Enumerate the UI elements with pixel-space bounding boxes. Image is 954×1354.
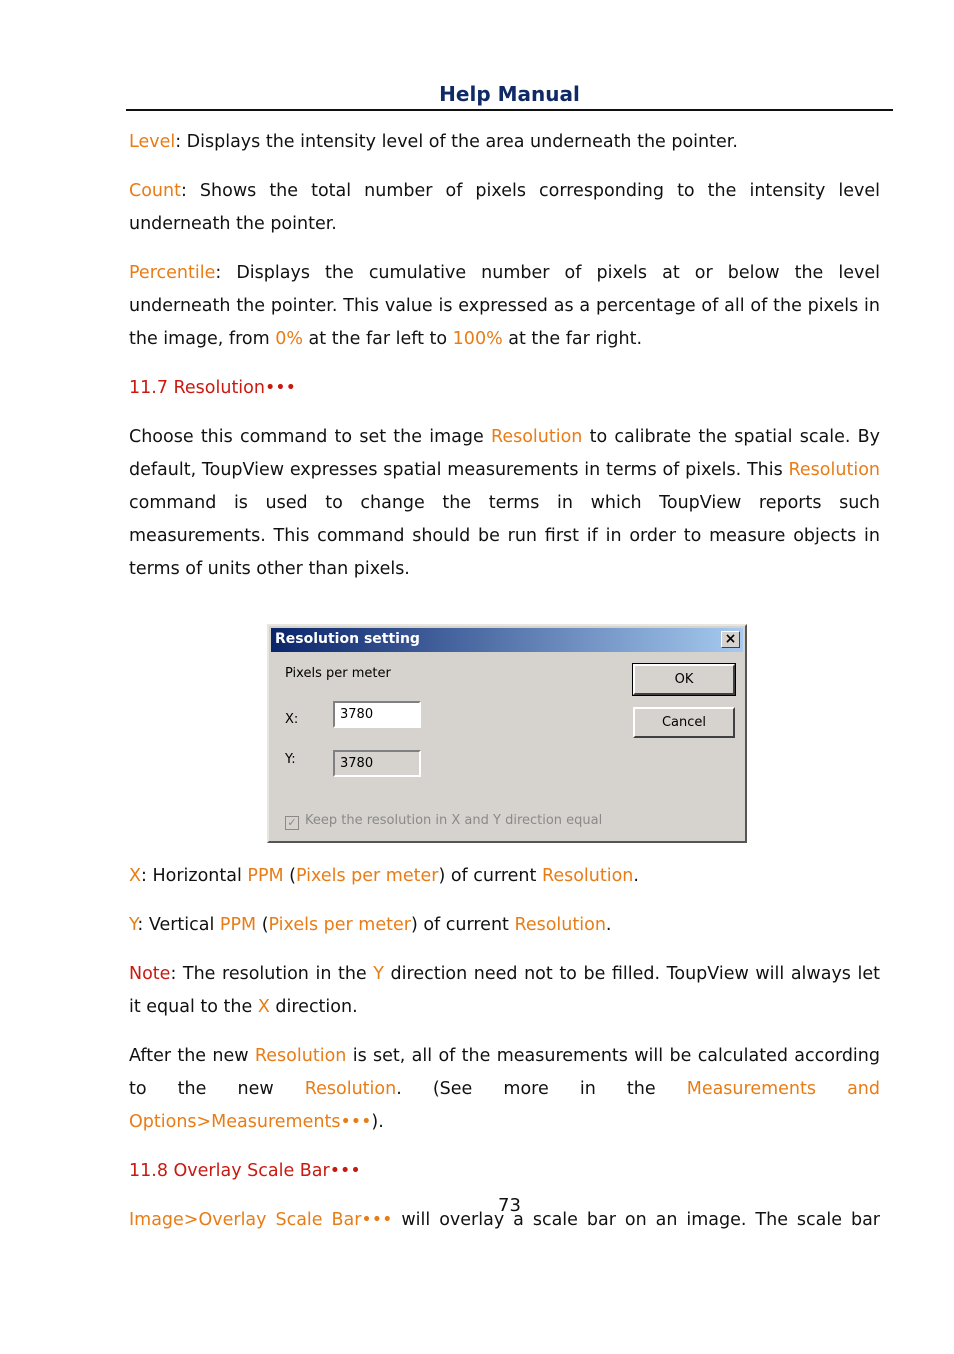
section-heading-11-7: 11.7 Resolution••• <box>129 378 296 398</box>
text: to calibrate the spatial scale. By default, ToupView expresses spatial measurements in terms of pixels. This <box>129 427 880 480</box>
cancel-button[interactable]: Cancel <box>633 707 735 738</box>
paragraph-x <box>129 860 880 893</box>
x-input[interactable]: 3780 <box>333 701 421 728</box>
term-resolution: Resolution <box>304 1079 397 1099</box>
text: direction. <box>269 997 358 1017</box>
term-ppm: PPM <box>219 915 257 935</box>
text: : Horizontal <box>141 866 248 886</box>
x-label: X: <box>285 712 299 727</box>
checkbox-label: Keep the resolution in X and Y direction equal <box>305 813 603 828</box>
term-y: Y <box>129 915 138 935</box>
ok-button[interactable]: OK <box>633 664 735 695</box>
text: : Vertical <box>137 915 220 935</box>
term-note: Note <box>129 964 171 984</box>
y-input[interactable]: 3780 <box>333 750 421 777</box>
paragraph-percentile <box>129 257 880 356</box>
paragraph-y <box>129 909 880 942</box>
term-resolution: Resolution <box>788 460 880 480</box>
text: command is used to change the terms in which ToupView reports such measurements. This command should be run first if in order to measure objects in terms of units other than pixels. <box>129 493 880 579</box>
text: direction need not to be filled. ToupView will always let it equal to the <box>129 964 880 1017</box>
value-0: 0% <box>275 329 303 349</box>
text: ) of current <box>410 915 515 935</box>
text: After the new <box>129 1046 255 1066</box>
text: : Displays the cumulative number of pixels at or below the level underneath the pointer. This value is expressed as a percentage of all of the pixels in the image, from <box>129 263 880 349</box>
resolution-dialog <box>267 624 747 843</box>
pixels-per-meter-label: Pixels per meter <box>285 666 391 681</box>
text: Choose this command to set the image <box>129 427 491 447</box>
term-level: Level <box>129 132 176 152</box>
text: ) of current <box>438 866 542 886</box>
close-icon[interactable]: × <box>721 631 740 648</box>
text: ( <box>283 866 296 886</box>
paragraph-count <box>129 175 880 241</box>
term-resolution: Resolution <box>254 1046 347 1066</box>
paragraph-level <box>129 126 880 159</box>
text: : Displays the intensity level of the area underneath the pointer. <box>175 132 738 152</box>
text: is set, all of the measurements will be calculated according to the new <box>129 1046 880 1099</box>
link-measurements-options[interactable]: Measurements and Options>Measurements••• <box>129 1079 880 1132</box>
figure-resolution-dialog <box>129 602 880 860</box>
text: . <box>633 866 639 886</box>
term-y: Y <box>373 964 384 984</box>
text: : Shows the total number of pixels corresponding to the intensity level underneath the pointer. <box>129 181 880 234</box>
term-x: X <box>257 997 270 1017</box>
keep-equal-checkbox[interactable] <box>285 813 602 830</box>
page-content <box>129 126 880 1237</box>
term-x: X <box>129 866 141 886</box>
page-header: Help Manual <box>126 82 893 111</box>
term-resolution: Resolution <box>490 427 583 447</box>
text: . (See more in the <box>396 1079 687 1099</box>
text: : The resolution in the <box>170 964 374 984</box>
checkbox-checked-icon[interactable]: ✓ <box>285 816 299 830</box>
text: . <box>605 915 612 935</box>
term-percentile: Percentile <box>129 263 216 283</box>
section-heading-11-8: 11.8 Overlay Scale Bar••• <box>129 1161 361 1181</box>
term-resolution: Resolution <box>514 915 606 935</box>
text: at the far right. <box>502 329 643 349</box>
term-count: Count <box>129 181 181 201</box>
paragraph-after <box>129 1040 880 1139</box>
text: at the far left to <box>302 329 453 349</box>
paragraph-choose <box>129 421 880 586</box>
text: ( <box>256 915 269 935</box>
dialog-titlebar[interactable] <box>271 628 743 652</box>
term-resolution: Resolution <box>541 866 634 886</box>
value-100: 100% <box>452 329 503 349</box>
page-number: 73 <box>498 1195 521 1216</box>
term-pixels-per-meter: Pixels per meter <box>296 866 439 886</box>
y-label: Y: <box>285 752 296 767</box>
term-ppm: PPM <box>247 866 284 886</box>
dialog-title: Resolution setting <box>275 631 420 647</box>
link-overlay-scale-bar[interactable]: Image>Overlay Scale Bar••• <box>129 1210 393 1230</box>
paragraph-note <box>129 958 880 1024</box>
term-pixels-per-meter: Pixels per meter <box>268 915 411 935</box>
text: will overlay a scale bar on an image. The scale bar <box>392 1210 881 1230</box>
text: ). <box>371 1112 384 1132</box>
